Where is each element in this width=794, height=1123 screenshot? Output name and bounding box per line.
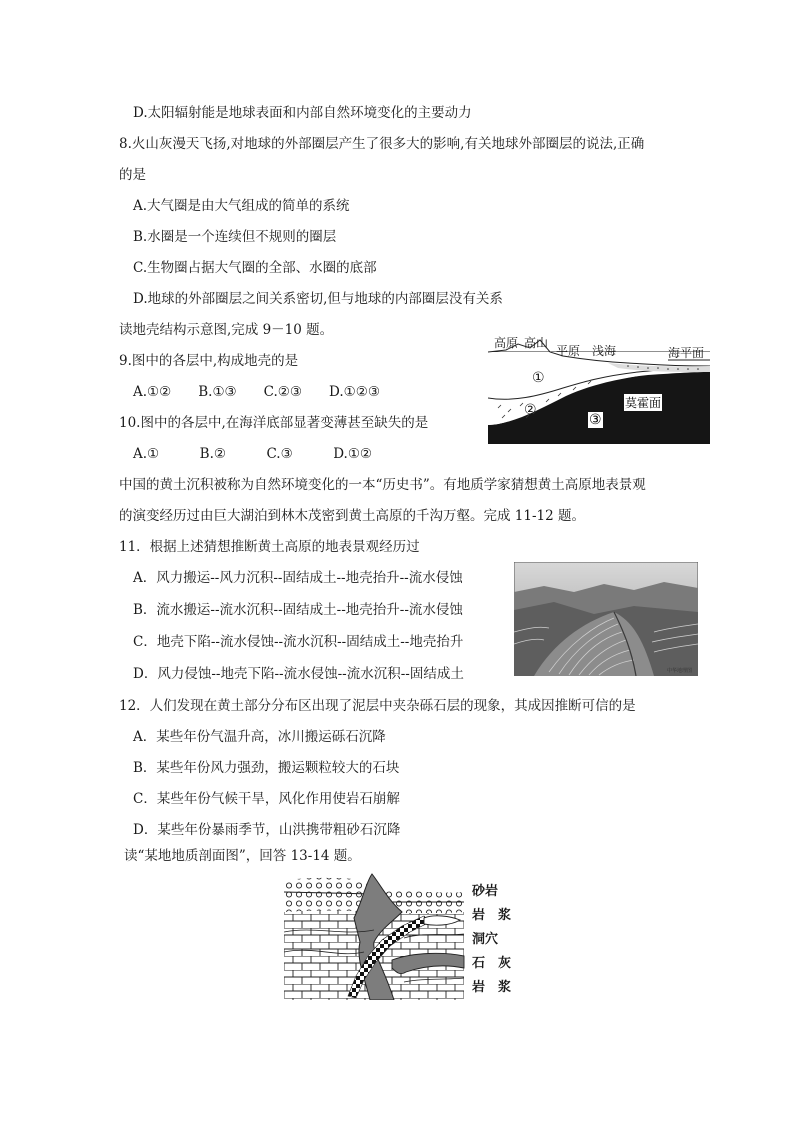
label-mountain: 高山 bbox=[524, 336, 549, 350]
loess-paragraph-2: 的演变经历过由巨大湖泊到林木茂密到黄土高原的千沟万壑。完成 11-12 题。 bbox=[119, 508, 585, 524]
label-magma-upper: 岩 浆 bbox=[472, 908, 512, 923]
q11-option-a: A．风力搬运--风力沉积--固结成土--地壳抬升--流水侵蚀 bbox=[133, 570, 463, 586]
q9-stem: 9.图中的各层中,构成地壳的是 bbox=[119, 353, 299, 369]
read-crust-intro: 读地壳结构示意图,完成 9－10 题。 bbox=[119, 322, 334, 338]
label-layer-1: ① bbox=[532, 370, 545, 386]
q12-option-d: D．某些年份暴雨季节，山洪携带粗砂石沉降 bbox=[133, 822, 401, 838]
q9-options: A.①② B.①③ C.②③ D.①②③ bbox=[133, 384, 380, 400]
read-section-intro: 读“某地地质剖面图”，回答 13-14 题。 bbox=[124, 848, 361, 864]
label-moho: 莫霍面 bbox=[625, 396, 662, 410]
label-layer-2: ② bbox=[524, 402, 537, 418]
label-cave: 洞穴 bbox=[472, 932, 499, 947]
label-sea-level: 海平面 bbox=[668, 346, 705, 360]
q8-option-b: B.水圈是一个连续但不规则的圈层 bbox=[133, 229, 337, 245]
label-sandstone: 砂岩 bbox=[472, 884, 499, 899]
q11-option-d: D．风力侵蚀--地壳下陷--流水侵蚀--流水沉积--固结成土 bbox=[133, 666, 464, 682]
label-magma-lower: 岩 浆 bbox=[472, 980, 512, 995]
q8-option-d: D.地球的外部圈层之间关系密切,但与地球的内部圈层没有关系 bbox=[133, 291, 503, 307]
q8-stem-cont: 的是 bbox=[119, 167, 146, 183]
q12-option-b: B．某些年份风力强劲，搬运颗粒较大的石块 bbox=[133, 760, 400, 776]
label-limestone: 石 灰 bbox=[472, 956, 512, 971]
loess-photo-svg bbox=[514, 562, 698, 676]
q12-stem: 12．人们发现在黄土部分分布区出现了泥层中夹杂砾石层的现象，其成因推断可信的是 bbox=[119, 698, 636, 714]
q8-option-a: A.大气圈是由大气组成的简单的系统 bbox=[133, 198, 350, 214]
q12-option-c: C．某些年份气候干旱，风化作用使岩石崩解 bbox=[133, 791, 400, 807]
q7-option-d: D.太阳辐射能是地球表面和内部自然环境变化的主要动力 bbox=[133, 105, 472, 121]
photo-caption: 中华地理图 bbox=[666, 668, 692, 674]
q10-stem: 10.图中的各层中,在海洋底部显著变薄甚至缺失的是 bbox=[119, 415, 429, 431]
geologic-section-diagram bbox=[284, 872, 524, 1000]
q11-option-c: C．地壳下陷--流水侵蚀--流水沉积--固结成土--地壳抬升 bbox=[133, 634, 464, 650]
q8-option-c: C.生物圈占据大气圈的全部、水圈的底部 bbox=[133, 260, 377, 276]
loess-plateau-photo bbox=[514, 562, 698, 676]
label-layer-3: ③ bbox=[589, 412, 602, 428]
q8-stem: 8.火山灰漫天飞扬,对地球的外部圈层产生了很多大的影响,有关地球外部圈层的说法,正确 bbox=[119, 136, 645, 152]
q11-option-b: B．流水搬运--流水沉积--固结成土--地壳抬升--流水侵蚀 bbox=[133, 602, 463, 618]
q12-option-a: A．某些年份气温升高，冰川搬运砾石沉降 bbox=[133, 729, 386, 745]
label-plateau: 高原 bbox=[494, 336, 519, 350]
label-plain: 平原 bbox=[556, 344, 581, 358]
label-shallow-sea: 浅海 bbox=[592, 344, 617, 358]
q10-options: A.① B.② C.③ D.①② bbox=[133, 446, 373, 462]
crust-structure-diagram bbox=[488, 330, 710, 444]
loess-paragraph-1: 中国的黄土沉积被称为自然环境变化的一本“历史书”。有地质学家猜想黄土高原地表景观 bbox=[119, 477, 646, 493]
q11-stem: 11．根据上述猜想推断黄土高原的地表景观经历过 bbox=[119, 539, 420, 555]
